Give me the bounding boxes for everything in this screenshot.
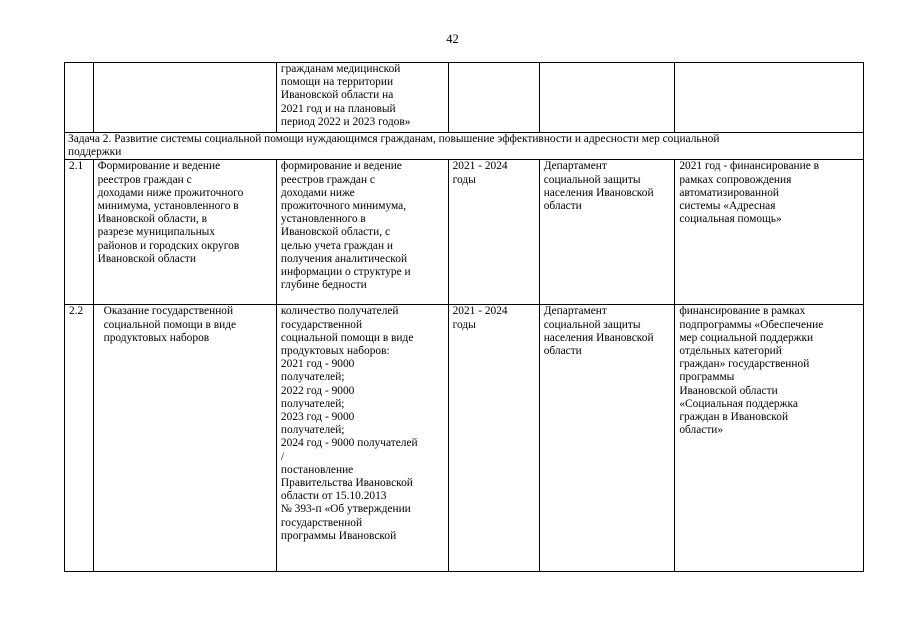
- cell-measure: Оказание государственной социальной помощи в виде продуктовых наборов: [93, 305, 276, 572]
- cell-measure: Формирование и ведение реестров граждан с доходами ниже прожиточного минимума, установленного в Ивановской области, в разрезе муниципальных районов и городских округов Ивановской области: [93, 160, 276, 305]
- cell-executor: Департамент социальной защиты населения Ивановской области: [539, 160, 675, 305]
- table-row-continuation: [65, 63, 864, 133]
- cell-period: 2021 - 2024 годы: [448, 160, 539, 305]
- cell-period: [448, 63, 539, 133]
- cell-num: 2.2: [65, 305, 94, 572]
- cell-executor: Департамент социальной защиты населения Ивановской области: [539, 305, 675, 572]
- cell-executor: [539, 63, 675, 133]
- cell-result: количество получателей государственной социальной помощи в виде продуктовых наборов: 2021 год - 9000 получателей; 2022 год - 9000 получателей; 2023 год - 9000 получателей; 2024 год - 9000 получателей / постановление Правительства Ивановской области от 15.10.2013 № 393-п «Об утверждении государственной программы Ивановской: [276, 305, 448, 572]
- cell-financing: 2021 год - финансирование в рамках сопровождения автоматизированной системы «Адресная социальная помощь»: [675, 160, 864, 305]
- table-row: [65, 160, 864, 305]
- measures-table: [64, 62, 864, 572]
- cell-num: 2.1: [65, 160, 94, 305]
- table-row-task: [65, 133, 864, 160]
- cell-result: гражданам медицинской помощи на территории Ивановской области на 2021 год и на плановый период 2022 и 2023 годов»: [276, 63, 448, 133]
- cell-result: формирование и ведение реестров граждан с доходами ниже прожиточного минимума, установленного в Ивановской области, с целью учета граждан и получения аналитической информации о структуре и глубине бедности: [276, 160, 448, 305]
- page-number: 42: [446, 32, 459, 46]
- cell-financing: финансирование в рамках подпрограммы «Обеспечение мер социальной поддержки отдельных категорий граждан» государственной программы Ивановской области «Социальная поддержка граждан в Ивановской области»: [675, 305, 864, 572]
- task-heading: Задача 2. Развитие системы социальной помощи нуждающимся гражданам, повышение эффективности и адресности мер социальной поддержки: [65, 133, 864, 160]
- cell-period: 2021 - 2024 годы: [448, 305, 539, 572]
- table-row: [65, 305, 864, 572]
- cell-financing: [675, 63, 864, 133]
- cell-num: [65, 63, 94, 133]
- cell-measure: [93, 63, 276, 133]
